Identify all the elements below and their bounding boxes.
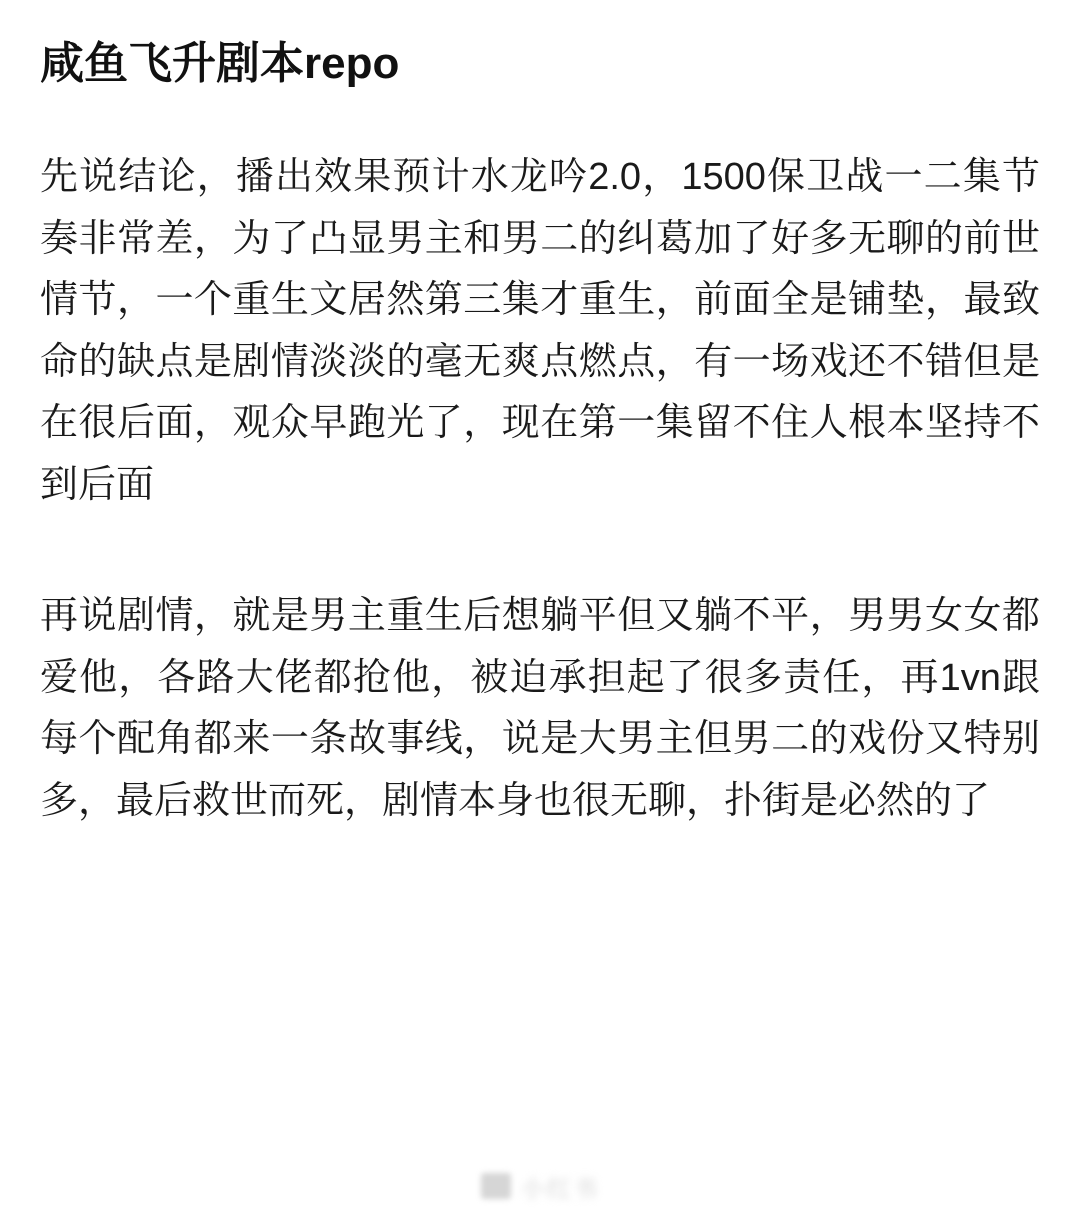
page-title: 咸鱼飞升剧本repo: [40, 39, 400, 88]
watermark-text: 小红书: [521, 1175, 599, 1203]
body-paragraph-2: 再说剧情，就是男主重生后想躺平但又躺不平，男男女女都爱他，各路大佬都抢他，被迫承担起了很多责任，再1vn跟每个配角都来一条故事线，说是大男主但男二的戏份又特别多，最后救世而死，剧情本身也很无聊，扑街是必然的了: [40, 595, 1040, 822]
app-logo-icon: [481, 1173, 511, 1199]
watermark: [0, 1164, 1080, 1208]
body-paragraph-1: 先说结论，播出效果预计水龙吟2.0，1500保卫战一二集节奏非常差，为了凸显男主和男二的纠葛加了好多无聊的前世情节，一个重生文居然第三集才重生，前面全是铺垫，最致命的缺点是剧情淡淡的毫无爽点燃点，有一场戏还不错但是在很后面，观众早跑光了，现在第一集留不住人根本坚持不到后面: [40, 156, 1040, 506]
